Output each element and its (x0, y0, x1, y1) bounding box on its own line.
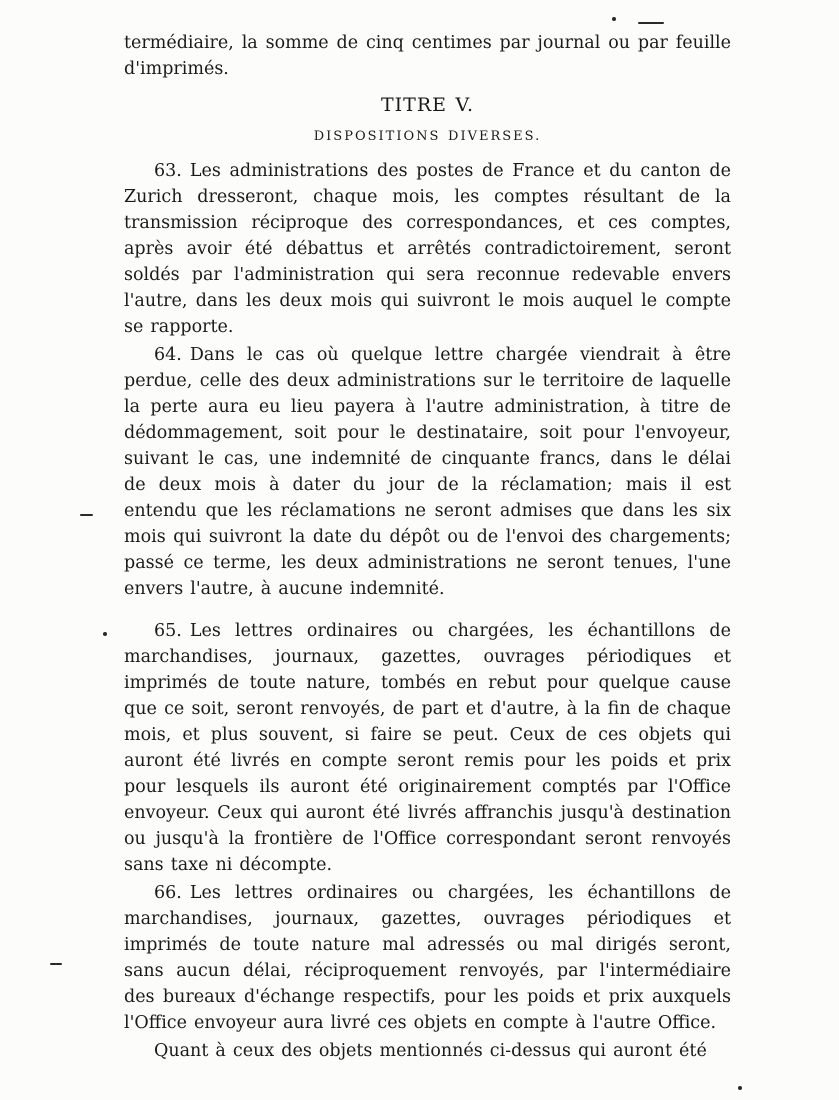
article-63-number: 63. (154, 161, 182, 181)
scan-artifact-dot (738, 1086, 742, 1090)
scan-artifact-dash (638, 22, 664, 24)
article-64 (124, 342, 731, 602)
subtitle-heading: DISPOSITIONS DIVERSES. (313, 129, 542, 144)
scan-artifact-dot (103, 632, 107, 636)
scan-artifact-dash (80, 514, 93, 516)
article-66-text: Les lettres ordinaires ou chargées, les échantillons de marchandises, journaux, gazettes, ouvrages périodiques et imprimés de toute nature mal adressés ou mal dirigés seront, sans aucun délai, réciproquement renvoyés, par l'intermédiaire des bureaux d'échange respectifs, pour les poids et prix auxquels l'Office envoyeur aura livré ces objets en compte à l'autre Office. (124, 883, 731, 1033)
scan-artifact-dot (612, 17, 616, 21)
article-65-text: Les lettres ordinaires ou chargées, les échantillons de marchandises, journaux, gazettes, ouvrages périodiques et imprimés de toute nature, tombés en rebut pour quelque cause que ce soit, seront renvoyés, de part et d'autre, à la fin de chaque mois, et plus souvent, si faire se peut. Ceux de ces objets qui auront été livrés en compte seront remis pour les poids et prix pour lesquels ils auront été originairement comptés par l'Office envoyeur. Ceux qui auront été livrés affranchis jusqu'à destination ou jusqu'à la frontière de l'Office correspondant seront renvoyés sans taxe ni décompte. (124, 621, 731, 875)
article-64-text: Dans le cas où quelque lettre chargée viendrait à être perdue, celle des deux administrations sur le territoire de laquelle la perte aura eu lieu payera à l'autre administration, à titre de dédommagement, soit pour le destinataire, soit pour l'envoyeur, suivant le cas, une indemnité de cinquante francs, dans le délai de deux mois à dater du jour de la réclamation; mais il est entendu que les réclamations ne seront admises que dans les six mois qui suivront la date du dépôt ou de l'envoi des chargements; passé ce terme, les deux administrations ne seront tenues, l'une envers l'autre, à aucune indemnité. (124, 345, 731, 599)
article-66 (124, 880, 731, 1036)
closing-paragraph: Quant à ceux des objets mentionnés ci-dessus qui auront été (154, 1041, 707, 1061)
title-heading: TITRE V. (380, 94, 474, 116)
article-64-number: 64. (154, 345, 182, 365)
scan-artifact-dash (50, 963, 62, 965)
article-65-number: 65. (154, 621, 182, 641)
continuation-paragraph: termédiaire, la somme de cinq centimes par journal ou par feuille d'imprimés. (124, 33, 731, 79)
article-63-text: Les administrations des postes de France et du canton de Zurich dresseront, chaque mois, les comptes résultant de la transmission réciproque des correspondances, et ces comptes, après avoir été débattus et arrêtés contradictoirement, seront soldés par l'administration qui sera reconnue redevable envers l'autre, dans les deux mois qui suivront le mois auquel le compte se rapporte. (124, 161, 731, 337)
article-63 (124, 158, 731, 340)
article-65 (124, 618, 731, 878)
article-66-number: 66. (154, 883, 182, 903)
